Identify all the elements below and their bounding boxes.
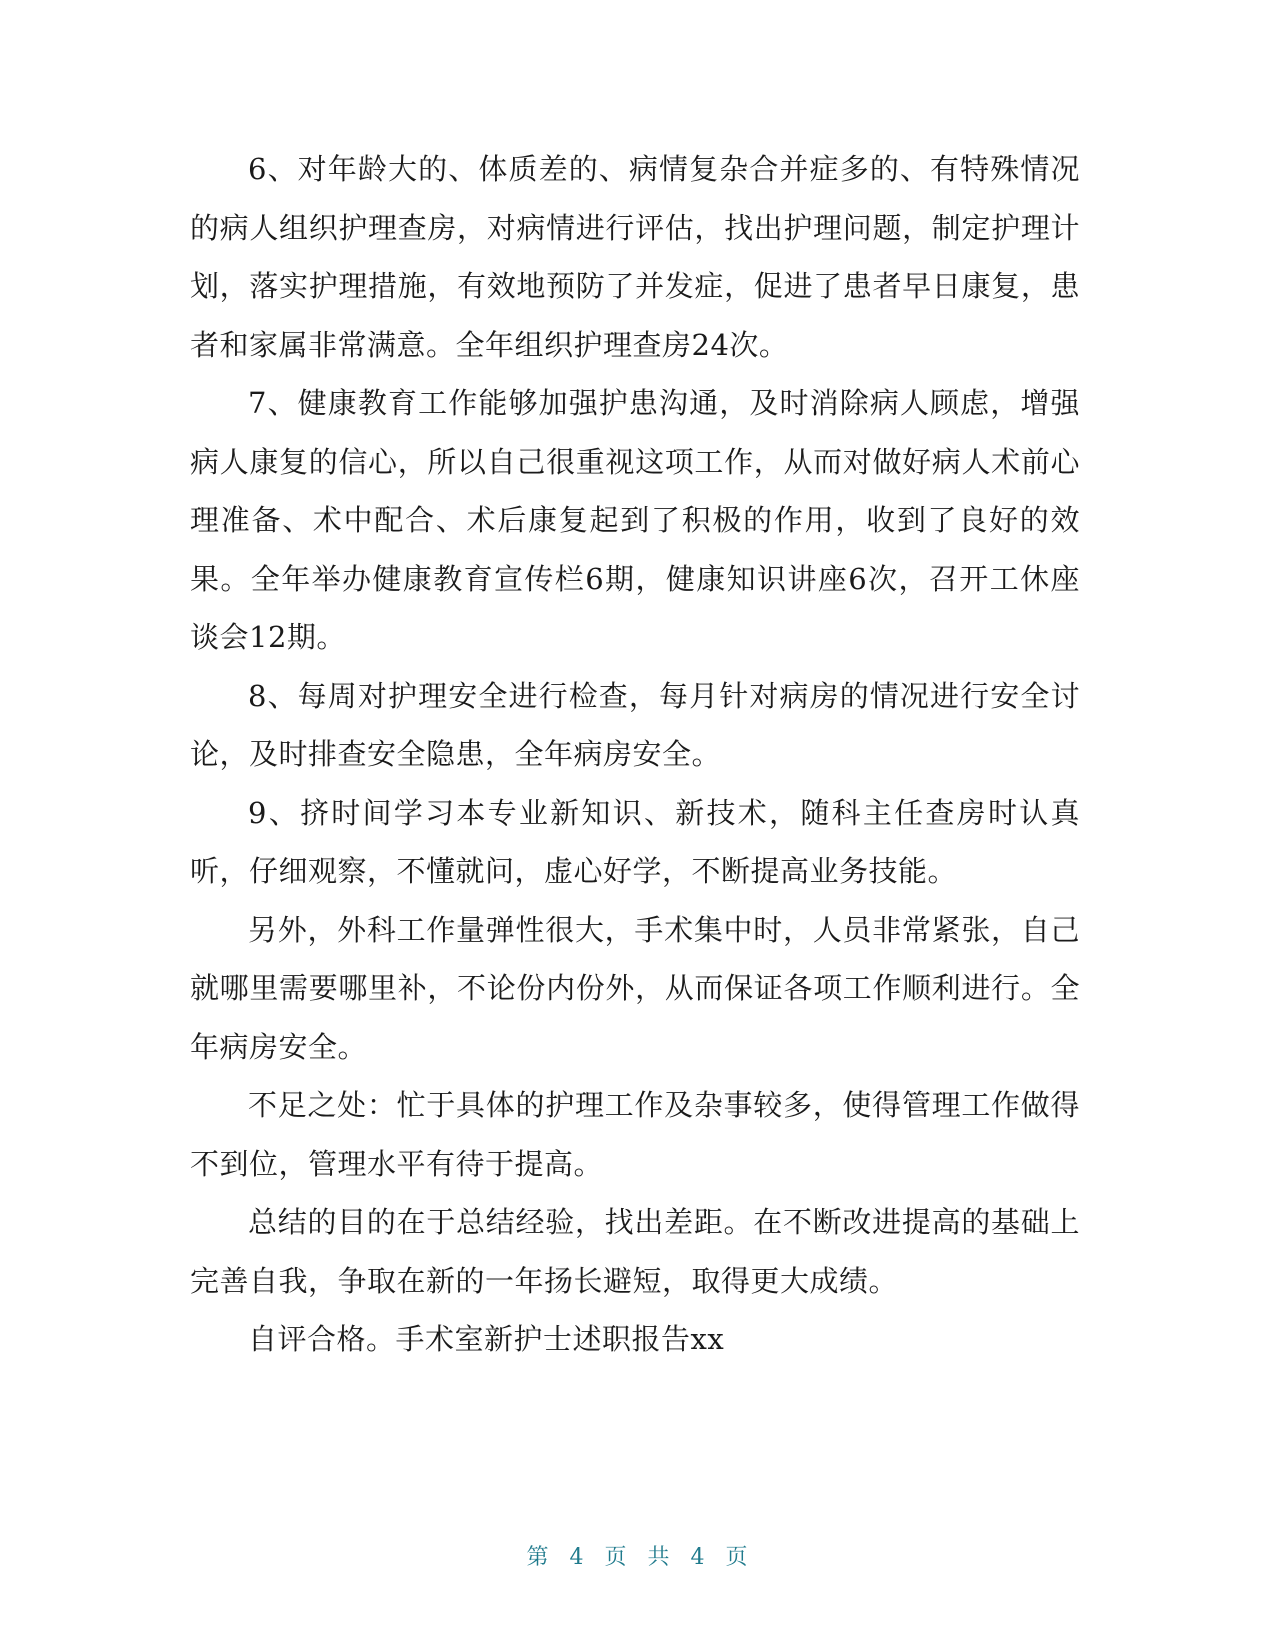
footer-current-page: 4 — [569, 1545, 585, 1570]
footer-page-unit: 页 — [604, 1545, 628, 1570]
paragraph-summary: 总结的目的在于总结经验，找出差距。在不断改进提高的基础上完善自我，争取在新的一年扬长避短，取得更大成绩。 — [190, 1205, 1080, 1298]
footer-page-label: 第 — [526, 1545, 550, 1570]
footer-total-pages: 4 — [690, 1545, 706, 1570]
paragraph-shortcomings: 不足之处：忙于具体的护理工作及杂事较多，使得管理工作做得不到位，管理水平有待于提高。 — [190, 1088, 1080, 1181]
footer-total-unit: 页 — [725, 1545, 749, 1570]
paragraph-additional: 另外，外科工作量弹性很大，手术集中时，人员非常紧张，自己就哪里需要哪里补，不论份内份外，从而保证各项工作顺利进行。全年病房安全。 — [190, 912, 1080, 1064]
document-body — [190, 140, 1080, 1369]
page-footer — [0, 1540, 1275, 1571]
paragraph-self-evaluation: 自评合格。手术室新护士述职报告xx — [248, 1322, 725, 1356]
footer-total-label: 共 — [647, 1545, 671, 1570]
paragraph-item-9: 9、挤时间学习本专业新知识、新技术，随科主任查房时认真听，仔细观察，不懂就问，虚心好学，不断提高业务技能。 — [190, 795, 1080, 888]
paragraph-item-8: 8、每周对护理安全进行检查，每月针对病房的情况进行安全讨论，及时排查安全隐患，全年病房安全。 — [190, 678, 1080, 771]
paragraph-item-7: 7、健康教育工作能够加强护患沟通，及时消除病人顾虑，增强病人康复的信心，所以自己很重视这项工作，从而对做好病人术前心理准备、术中配合、术后康复起到了积极的作用，收到了良好的效果。全年举办健康教育宣传栏6期，健康知识讲座6次，召开工休座谈会12期。 — [190, 386, 1080, 654]
paragraph-item-6: 6、对年龄大的、体质差的、病情复杂合并症多的、有特殊情况的病人组织护理查房，对病情进行评估，找出护理问题，制定护理计划，落实护理措施，有效地预防了并发症，促进了患者早日康复，患者和家属非常满意。全年组织护理查房24次。 — [190, 152, 1080, 362]
